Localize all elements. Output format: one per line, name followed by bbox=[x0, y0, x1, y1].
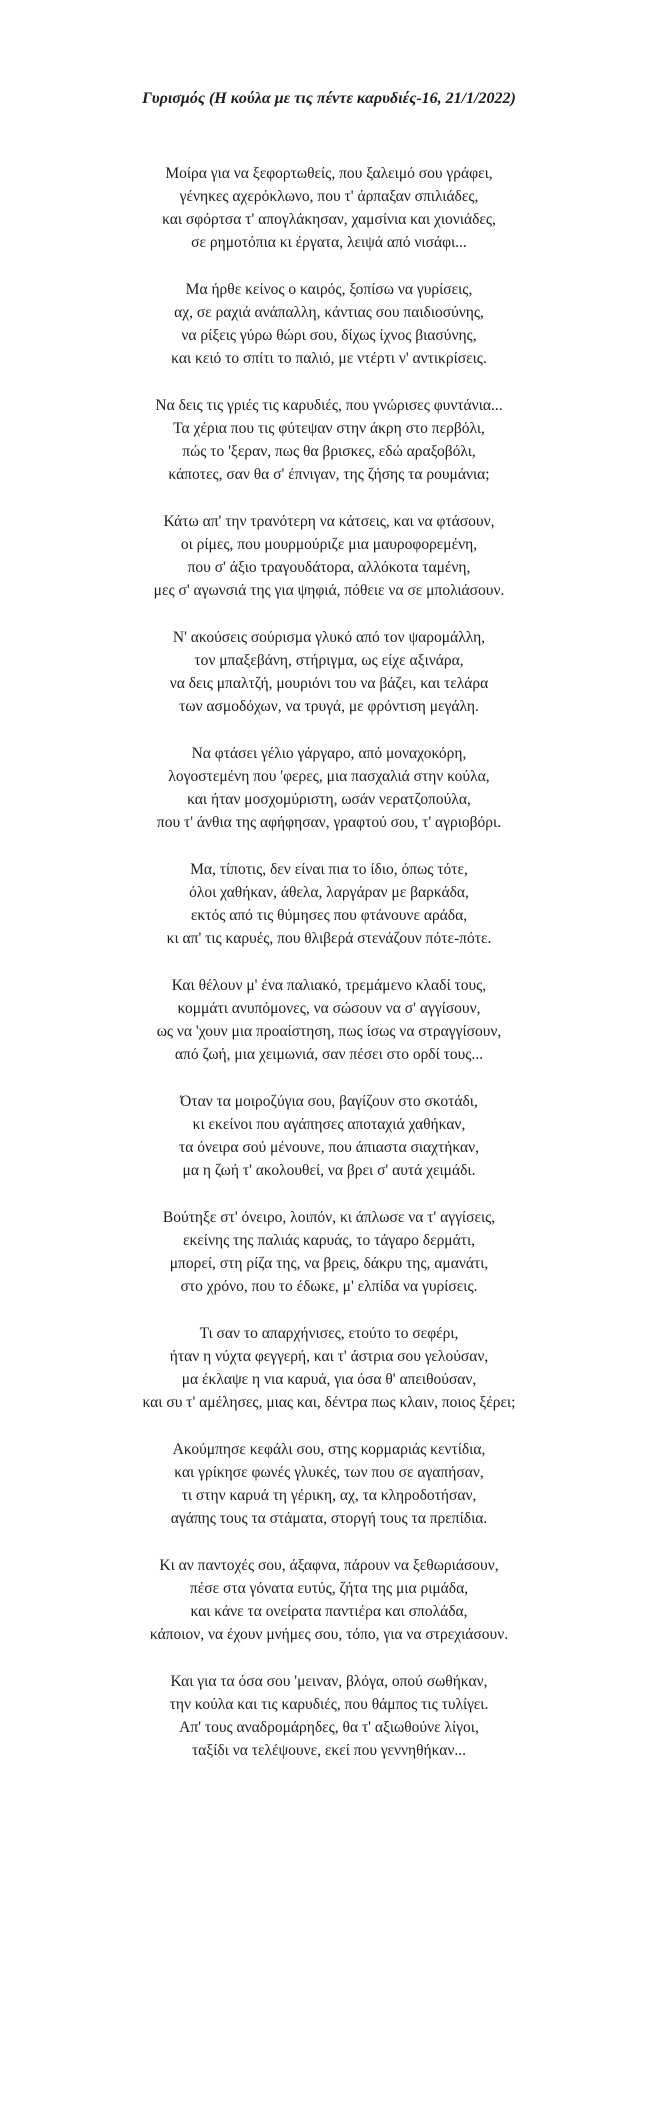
verse-line: όλοι χαθήκαν, άθελα, λαργάραν με βαρκάδα, bbox=[189, 884, 469, 901]
verse-line: και σφόρτσα τ' απογλάκησαν, χαμσίνια και χιονιάδες, bbox=[162, 211, 496, 228]
verse-line: ως να 'χουν μια προαίστηση, πως ίσως να στραγγίσουν, bbox=[156, 1023, 502, 1040]
poem-title: Γυρισμός (Η κούλα με τις πέντε καρυδιές-16, 21/1/2022) bbox=[142, 90, 516, 107]
verse-line: Να φτάσει γέλιο γάργαρο, από μοναχοκόρη, bbox=[191, 745, 467, 762]
verse-line: κομμάτι ανυπόμονες, να σώσουν να σ' αγγίσουν, bbox=[177, 1000, 481, 1017]
verse-line: σε ρημοτόπια κι έργατα, λειψά από νισάφι... bbox=[191, 234, 467, 251]
verse-line: στο χρόνο, που το έδωκε, μ' ελπίδα να γυρίσεις. bbox=[180, 1278, 478, 1295]
verse-line: τα όνειρα σού μένουνε, που άπιαστα σιαχτήκαν, bbox=[178, 1139, 480, 1156]
verse-line: πώς το 'ξεραν, πως θα βρισκες, εδώ αραξοβόλι, bbox=[182, 443, 476, 460]
verse-line: και ήταν μοσχομύριστη, ωσάν νερατζοπούλα, bbox=[187, 791, 471, 808]
verse-line: Κάτω απ' την τρανότερη να κάτσεις, και να φτάσουν, bbox=[163, 513, 495, 530]
verse-line: τι στην καρυά τη γέρικη, αχ, τα κληροδοτήσαν, bbox=[181, 1487, 477, 1504]
verse-line: πέσε στα γόνατα ευτύς, ζήτα της μια ριμάδα, bbox=[189, 1580, 469, 1597]
verse-line: ταξίδι να τελέψουνε, εκεί που γεννηθήκαν... bbox=[191, 1742, 467, 1759]
verse-line: Ν' ακούσεις σούρισμα γλυκό από τον ψαρομάλλη, bbox=[172, 629, 486, 646]
verse-line: αγάπης τους τα στάματα, στοργή τους τα πρεπίδια. bbox=[170, 1510, 488, 1527]
stanza bbox=[0, 858, 658, 950]
verse-line: μες σ' αγωνσιά της για ψηφιά, πόθειε να σε μπολιάσουν. bbox=[153, 582, 505, 599]
stanza bbox=[0, 1090, 658, 1182]
verse-line: Όταν τα μοιροζύγια σου, βαγίζουν στο σκοτάδι, bbox=[180, 1093, 478, 1110]
verse-line: εκτός από τις θύμησες που φτάνουνε αράδα, bbox=[190, 907, 468, 924]
stanza bbox=[0, 1206, 658, 1298]
verse-line: των ασμοδόχων, να τρυγά, με φρόντιση μεγάλη. bbox=[179, 698, 479, 715]
verse-line: Απ' τους αναδρομάρηδες, θα τ' αξιωθούνε λίγοι, bbox=[179, 1719, 479, 1736]
verse-line: Τι σαν το απαρχήνισες, ετούτο το σεφέρι, bbox=[199, 1325, 459, 1342]
verse-line: κι απ' τις καρυές, που θλιβερά στενάζουν πότε-πότε. bbox=[166, 930, 492, 947]
stanza bbox=[0, 742, 658, 834]
stanza bbox=[0, 1438, 658, 1530]
stanza bbox=[0, 974, 658, 1066]
verse-line: Μα ήρθε κείνος ο καιρός, ξοπίσω να γυρίσεις, bbox=[185, 281, 473, 298]
stanza bbox=[0, 162, 658, 254]
stanza bbox=[0, 1554, 658, 1646]
verse-line: Μα, τίποτις, δεν είναι πια το ίδιο, όπως τότε, bbox=[190, 861, 468, 878]
verse-line: που σ' άξιο τραγουδάτορα, αλλόκοτα ταμένη, bbox=[187, 559, 471, 576]
verse-line: Και για τα όσα σου 'μειναν, βλόγα, οπού σωθήκαν, bbox=[170, 1673, 488, 1690]
stanza bbox=[0, 394, 658, 486]
verse-line: αχ, σε ραχιά ανάπαλλη, κάντιας σου παιδιοσύνης, bbox=[174, 304, 484, 321]
verse-line: Και θέλουν μ' ένα παλιακό, τρεμάμενο κλαδί τους, bbox=[171, 977, 487, 994]
verse-line: Μοίρα για να ξεφορτωθείς, που ξαλειμό σου γράφει, bbox=[165, 165, 493, 182]
verse-line: γένηκες αχερόκλωνο, που τ' άρπαξαν σπιλιάδες, bbox=[179, 188, 479, 205]
verse-line: να ρίξεις γύρω θώρι σου, δίχως ίχνος βιασύνης, bbox=[181, 327, 477, 344]
verse-line: κάποιον, να έχουν μνήμες σου, τόπο, για να στρεχιάσουν. bbox=[149, 1626, 509, 1643]
verse-line: μα έκλαψε η νια καρυά, για όσα θ' απειθούσαν, bbox=[181, 1371, 477, 1388]
verse-line: Να δεις τις γριές τις καρυδιές, που γνώρισες φυντάνια... bbox=[155, 397, 503, 414]
stanza bbox=[0, 278, 658, 370]
verse-line: μα η ζωή τ' ακολουθεί, να βρει σ' αυτά χειμάδι. bbox=[182, 1162, 476, 1179]
verse-line: την κούλα και τις καρυδιές, που θάμπος τις τυλίγει. bbox=[169, 1696, 489, 1713]
verse-line: και συ τ' αμέλησες, μιας και, δέντρα πως κλαιν, ποιος ξέρει; bbox=[142, 1394, 516, 1411]
verse-line: από ζωή, μια χειμωνιά, σαν πέσει στο ορδί τους... bbox=[174, 1046, 484, 1063]
verse-line: που τ' άνθια της αφήφησαν, γραφτού σου, τ' αγριοβόρι. bbox=[156, 814, 502, 831]
poem-body bbox=[0, 162, 658, 1786]
verse-line: εκείνης της παλιάς καρυάς, το τάγαρο δερμάτι, bbox=[182, 1232, 476, 1249]
stanza bbox=[0, 1322, 658, 1414]
verse-line: ήταν η νύχτα φεγγερή, και τ' άστρια σου γελούσαν, bbox=[169, 1348, 489, 1365]
verse-line: και γρίκησε φωνές γλυκές, των που σε αγαπήσαν, bbox=[174, 1464, 484, 1481]
verse-line: κι εκείνοι που αγάπησες αποταχιά χαθήκαν, bbox=[192, 1116, 466, 1133]
verse-line: λογοστεμένη που 'φερες, μια πασχαλιά στην κούλα, bbox=[168, 768, 490, 785]
verse-line: Τα χέρια που τις φύτεψαν στην άκρη στο περβόλι, bbox=[173, 420, 485, 437]
verse-line: και κειό το σπίτι το παλιό, με ντέρτι ν' αντικρίσεις. bbox=[171, 350, 487, 367]
verse-line: και κάνε τα ονείρατα παντιέρα και σπολάδα, bbox=[190, 1603, 468, 1620]
verse-line: οι ρίμες, που μουρμούριζε μια μαυροφορεμένη, bbox=[180, 536, 478, 553]
stanza bbox=[0, 626, 658, 718]
verse-line: μπορεί, στη ρίζα της, να βρεις, δάκρυ της, αμανάτι, bbox=[169, 1255, 489, 1272]
verse-line: τον μπαξεβάνη, στήριγμα, ως είχε αξινάρα, bbox=[194, 652, 464, 669]
verse-line: Βούτηξε στ' όνειρο, λοιπόν, κι άπλωσε να τ' αγγίσεις, bbox=[162, 1209, 496, 1226]
verse-line: κάποτες, σαν θα σ' έπνιγαν, της ζήσης τα ρουμάνια; bbox=[168, 466, 490, 483]
stanza bbox=[0, 1670, 658, 1762]
verse-line: Ακούμπησε κεφάλι σου, στης κορμαριάς κεντίδια, bbox=[172, 1441, 486, 1458]
verse-line: Κι αν παντοχές σου, άξαφνα, πάρουν να ξεθωριάσουν, bbox=[159, 1557, 499, 1574]
stanza bbox=[0, 510, 658, 602]
verse-line: να δεις μπαλτζή, μουριόνι του να βάζει, και τελάρα bbox=[169, 675, 489, 692]
